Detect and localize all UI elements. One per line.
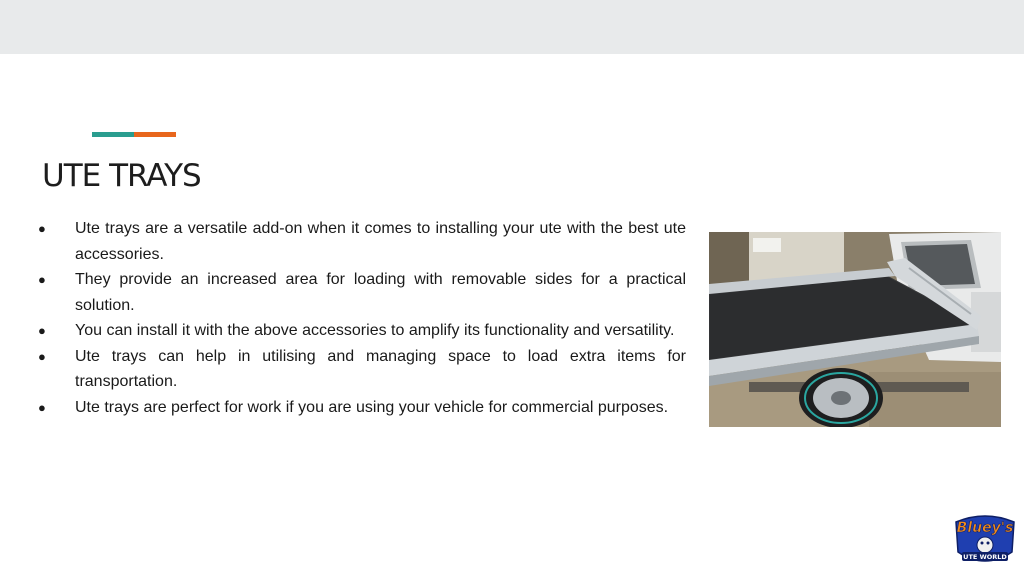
svg-text:UTE WORLD: UTE WORLD xyxy=(963,553,1007,561)
title-accent-line xyxy=(92,132,176,137)
bullet-dot-icon: ● xyxy=(38,399,46,415)
blueys-ute-world-logo xyxy=(950,508,1020,570)
ute-tray-photo xyxy=(709,232,1001,427)
bullet-text: Ute trays can help in utilising and managing space to load extra items for transportation. xyxy=(75,347,686,390)
bullet-item xyxy=(38,318,686,344)
bullet-dot-icon: ● xyxy=(38,272,46,287)
bullet-dot-icon: ● xyxy=(38,221,46,236)
bullet-dot-icon: ● xyxy=(38,323,46,338)
bullet-item xyxy=(38,395,686,421)
accent-teal-segment xyxy=(92,132,134,137)
bullet-text: They provide an increased area for loading with removable sides for a practical solution. xyxy=(75,271,686,314)
bullet-text: You can install it with the above accessories to amplify its functionality and versatility. xyxy=(75,322,675,339)
bullet-item xyxy=(38,216,686,267)
bullet-dot-icon: ● xyxy=(38,348,46,364)
bullet-text: Ute trays are a versatile add-on when it comes to installing your ute with the best ute accessories. xyxy=(75,220,686,263)
bullet-item xyxy=(38,344,686,395)
bullet-text: Ute trays are perfect for work if you are using your vehicle for commercial purposes. xyxy=(75,398,669,416)
bullet-list xyxy=(38,216,686,420)
slide-title: UTE TRAYS xyxy=(42,158,201,194)
bullet-item xyxy=(38,267,686,318)
accent-orange-segment xyxy=(134,132,176,137)
svg-text:Bluey's: Bluey's xyxy=(956,520,1014,536)
top-header-band xyxy=(0,0,1024,54)
